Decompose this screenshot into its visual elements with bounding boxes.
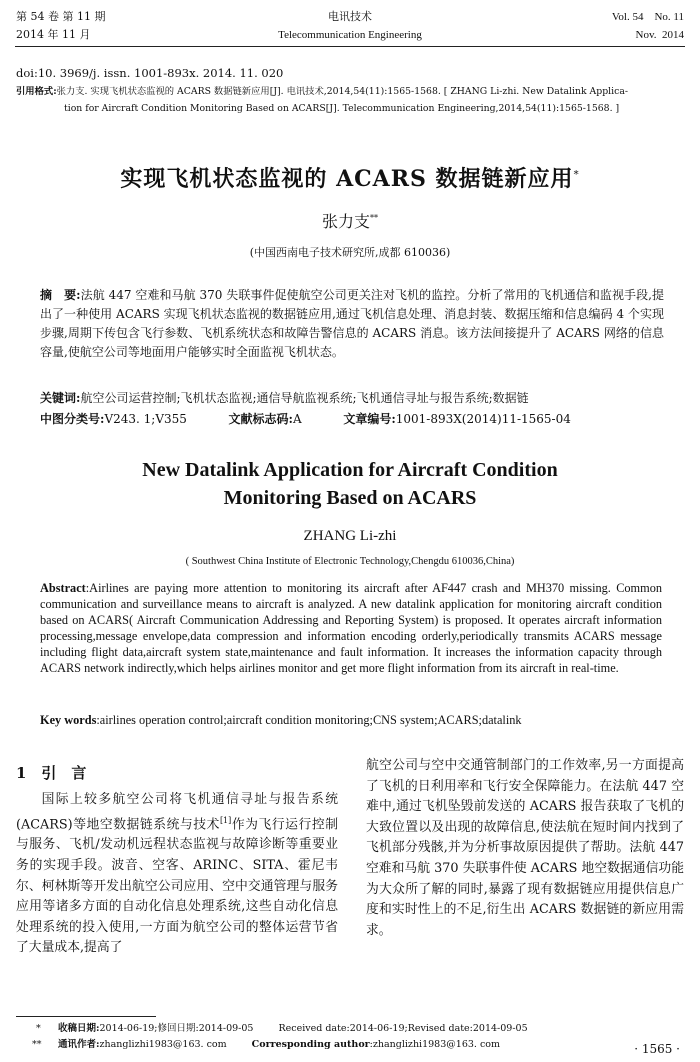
clc-value: V243. 1;V355: [104, 412, 187, 426]
received-label-cn: 收稿日期:: [58, 1023, 100, 1034]
clc-label: 中图分类号:: [40, 412, 105, 426]
footnote-2-mark: **: [32, 1039, 42, 1050]
volume-cn: 第 54 卷 第 11 期: [16, 10, 106, 23]
date-cn: 2014 年 11 月: [16, 28, 91, 41]
footnote-corresponding: [32, 1038, 500, 1052]
citation-block: [16, 84, 688, 99]
doc-code-label: 文献标志码:: [228, 412, 293, 426]
corresponding-label-en: Corresponding author: [251, 1039, 370, 1050]
author-en: ZHANG Li-zhi: [303, 528, 397, 544]
section-heading-introduction: 1 引 言: [16, 764, 87, 782]
abstract-en: [40, 580, 662, 676]
classification-line: [40, 410, 664, 429]
date-en: Nov. 2014: [635, 29, 684, 41]
citation-label: 引用格式:: [16, 86, 57, 97]
corresponding-label-cn: 通讯作者:: [58, 1039, 100, 1050]
citation-line-2: tion for Aircraft Condition Monitoring Based on ACARS[J]. Telecommunication Engineering,2014,54(11):1565-1568. ]: [64, 103, 620, 114]
keywords-en-label: Key words: [40, 713, 97, 727]
footnote-rule: [16, 1016, 156, 1017]
article-id-value: 1001-893X(2014)11-1565-04: [395, 412, 571, 426]
keywords-cn-label: 关键词:: [40, 391, 81, 405]
keywords-cn: [40, 389, 664, 408]
journal-name-en: Telecommunication Engineering: [278, 29, 422, 41]
author-footnote-mark: **: [370, 213, 378, 223]
author-cn-name: 张力支: [321, 212, 370, 231]
abstract-en-label: Abstract: [40, 581, 86, 595]
column-left-text: [16, 790, 338, 959]
left-paragraph-part-2: 作为飞行运行控制与服务、飞机/发动机远程状态监视与故障诊断等重要业务的实现手段。波音、空客、ARINC、SITA、霍尼韦尔、柯林斯等开发出航空公司应用、空中交通管理与服务应用等诸多方面的自动化信息处理系统,这些自动化信息处理系统的投入使用,一方面为航空公司的整体运营节省了大量成本,提高了: [16, 816, 338, 956]
affiliation-cn: (中国西南电子技术研究所,成都 610036): [249, 246, 451, 259]
received-dates-cn: 2014-06-19;修回日期:2014-09-05: [99, 1023, 254, 1034]
reference-mark: [1]: [219, 815, 232, 825]
abstract-cn-text: 法航 447 空难和马航 370 失联事件促使航空公司更关注对飞机的监控。分析了常用的飞机通信和监视手段,提出了一种使用 ACARS 实现飞机状态监视的数据链应用,通过飞机信息处理、消息封装、数据压缩和信息编码 4 个实现步骤,周期下传包含飞行参数、飞机系统状态和故障告警信息的 ACARS 消息。该方法间接提升了 ACARS 网络的信息容量,使航空公司等地面用户能够实时全面监视飞机状态。: [40, 288, 664, 359]
volume-en: Vol. 54 No. 11: [611, 11, 684, 23]
keywords-en-text: :airlines operation control;aircraft condition monitoring;CNS system;ACARS;datalink: [96, 713, 522, 727]
journal-name-cn: 电讯技术: [328, 10, 372, 23]
paper-title-en-line-1: New Datalink Application for Aircraft Condition: [142, 459, 558, 481]
footnote-dates: [36, 1022, 528, 1036]
left-paragraph-part-1: 国际上较多航空公司将飞机通信寻址与报告系统(ACARS)等地空数据链系统与技术: [16, 792, 338, 832]
doi: doi:10. 3969/j. issn. 1001-893x. 2014. 11. 020: [16, 66, 284, 80]
header-rule: [15, 46, 685, 47]
received-dates-en: Received date:2014-06-19;Revised date:2014-09-05: [278, 1023, 528, 1034]
abstract-en-text: :Airlines are paying more attention to monitoring its aircraft after AF447 crash and MH370 missing. Common communication and surveillance means to aircraft is analyzed. A new datalink application for monitoring aircraft condition based on ACARS( Aircraft Communication Addressing and Reporting System) is proposed. It operates aircraft information processing,message envelope,data compression and information encoding orderly,periodically transmits ACARS message including flight data,aircraft system state,maintenance and fault information. It increases the information capacity through ACARS network indirectly,which helps airlines monitor and get more flight information from its aircraft in real-time.: [40, 581, 662, 675]
column-right-text: 航空公司与空中交通管制部门的工作效率,另一方面提高了飞机的日利用率和飞行安全保障能力。在法航 447 空难中,通过飞机坠毁前发送的 ACARS 报告获取了飞机的大致位置以及出现的故障信息,使法航在短时间内找到了飞机部分残骸,并为分析事故原因提供了帮助。法航 447 空难和马航 370 失联事件使 ACARS 地空数据通信功能为大众所了解的同时,暴露了现有数据链应用提供信息广度和实时性上的不足,衍生出 ACARS 数据链的新应用需求。: [366, 758, 684, 938]
keywords-cn-text: 航空公司运营控制;飞机状态监视;通信导航监视系统;飞机通信寻址与报告系统;数据链: [80, 391, 529, 405]
abstract-cn: [40, 286, 664, 362]
paper-title-cn: [0, 162, 700, 193]
corresponding-email-en: :zhanglizhi1983@163. com: [369, 1039, 500, 1050]
page-number: · 1565 ·: [634, 1042, 680, 1056]
title-footnote-mark: *: [573, 169, 580, 181]
citation-line-1: 张力支. 实现飞机状态监视的 ACARS 数据链新应用[J]. 电讯技术,2014,54(11):1565-1568. [ ZHANG Li-zhi. New Datalink Applica-: [56, 86, 629, 97]
keywords-en: [40, 712, 662, 728]
article-id-label: 文章编号:: [343, 412, 396, 426]
author-cn: [0, 209, 700, 232]
paper-title-cn-text: 实现飞机状态监视的 ACARS 数据链新应用: [120, 166, 574, 192]
paper-title-en-line-2: Monitoring Based on ACARS: [223, 487, 477, 509]
abstract-cn-label: 摘 要:: [40, 288, 81, 302]
doc-code-value: A: [292, 412, 302, 426]
corresponding-email-cn: zhanglizhi1983@163. com: [99, 1039, 227, 1050]
paper-title-en: [0, 456, 700, 512]
footnote-1-mark: *: [36, 1023, 41, 1034]
affiliation-en: ( Southwest China Institute of Electronic Technology,Chengdu 610036,China): [185, 556, 515, 567]
